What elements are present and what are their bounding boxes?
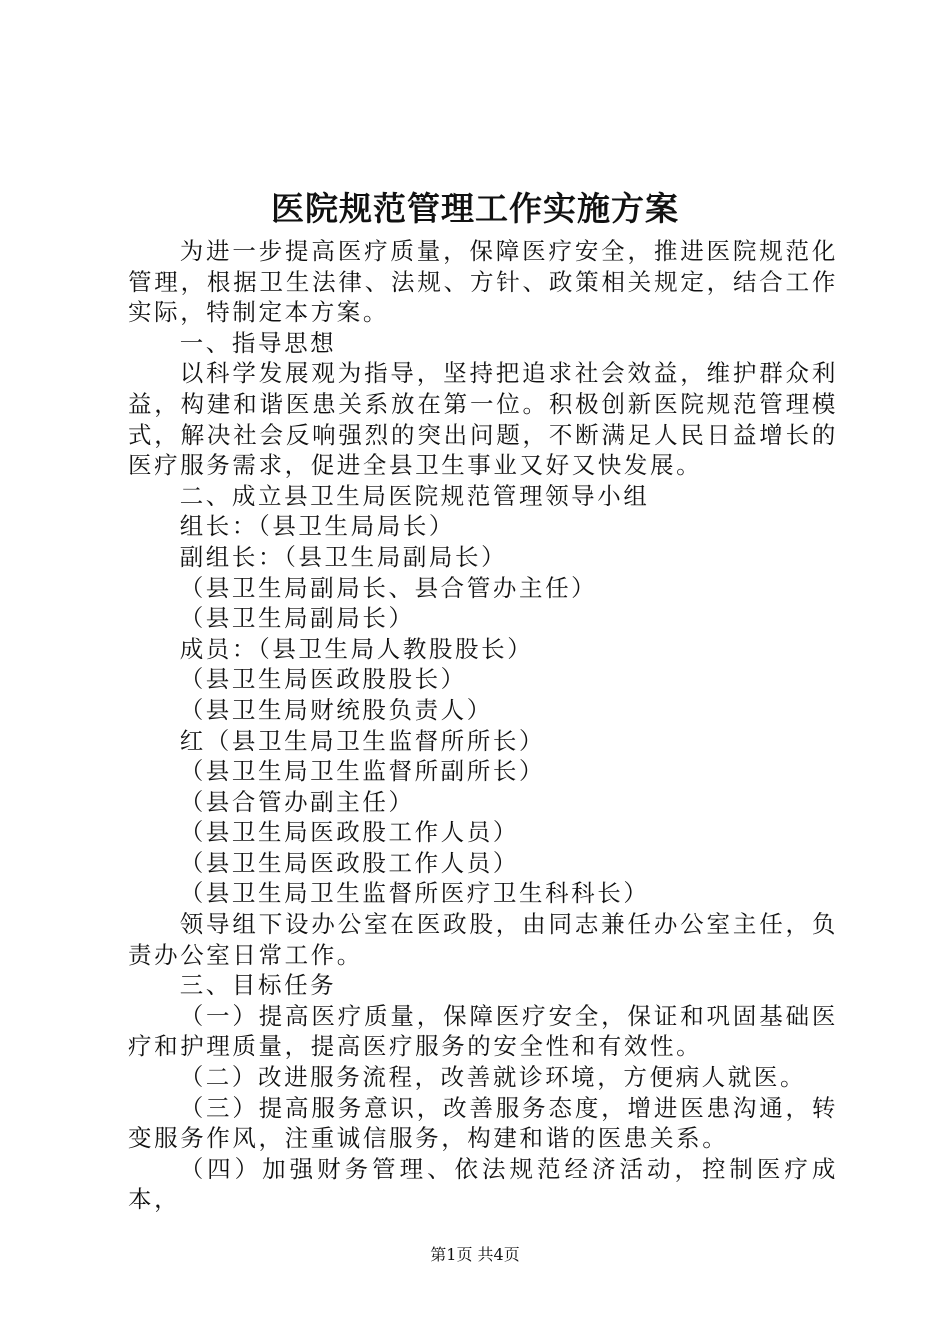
office-paragraph: 领导组下设办公室在医政股，由同志兼任办公室主任，负责办公室日常工作。: [128, 910, 838, 969]
member-line: （县卫生局医政股工作人员）: [179, 848, 519, 877]
member-line: 红（县卫生局卫生监督所所长）: [179, 726, 546, 755]
member-line: （县卫生局医政股工作人员）: [179, 818, 519, 847]
document-body: [128, 236, 838, 1215]
task-item: （三）提高服务意识，改善服务态度，增进医患沟通，转变服务作风，注重诚信服务，构建和谐的医患关系。: [128, 1093, 838, 1153]
member-line: （县卫生局医政股股长）: [179, 665, 467, 694]
document-title: 医院规范管理工作实施方案: [271, 189, 679, 228]
section-heading-2: 二、成立县卫生局医院规范管理领导小组: [179, 481, 650, 510]
intro-paragraph: 为进一步提高医疗质量，保障医疗安全，推进医院规范化管理，根据卫生法律、法规、方针、政策相关规定，结合工作实际，特制定本方案。: [128, 237, 838, 327]
section-heading-3: 三、目标任务: [179, 971, 337, 1000]
page-footer: 第1页 共4页: [430, 1245, 520, 1264]
deputy-member-line: （县卫生局副局长）: [179, 604, 415, 633]
section-heading-1: 一、指导思想: [179, 328, 337, 357]
task-item: （四）加强财务管理、依法规范经济活动，控制医疗成本，: [128, 1154, 838, 1214]
group-leader-line: 组长：（县卫生局局长）: [179, 512, 456, 541]
member-line: （县合管办副主任）: [179, 787, 415, 816]
member-line: （县卫生局财统股负责人）: [179, 695, 493, 724]
task-item: （二）改进服务流程，改善就诊环境，方便病人就医。: [179, 1063, 807, 1092]
members-line: 成员：（县卫生局人教股股长）: [179, 634, 534, 663]
deputy-member-line: （县卫生局副局长、县合管办主任）: [179, 573, 598, 602]
member-line: （县卫生局卫生监督所医疗卫生科科长）: [179, 879, 650, 908]
deputy-leader-line: 副组长：（县卫生局副局长）: [179, 542, 508, 571]
guiding-paragraph: 以科学发展观为指导，坚持把追求社会效益，维护群众利益，构建和谐医患关系放在第一位。积极创新医院规范管理模式，解决社会反响强烈的突出问题，不断满足人民日益增长的医疗服务需求，促进全县卫生事业又好又快发展。: [128, 359, 838, 480]
task-item: （一）提高医疗质量，保障医疗安全，保证和巩固基础医疗和护理质量，提高医疗服务的安全性和有效性。: [128, 1001, 838, 1061]
member-line: （县卫生局卫生监督所副所长）: [179, 757, 546, 786]
